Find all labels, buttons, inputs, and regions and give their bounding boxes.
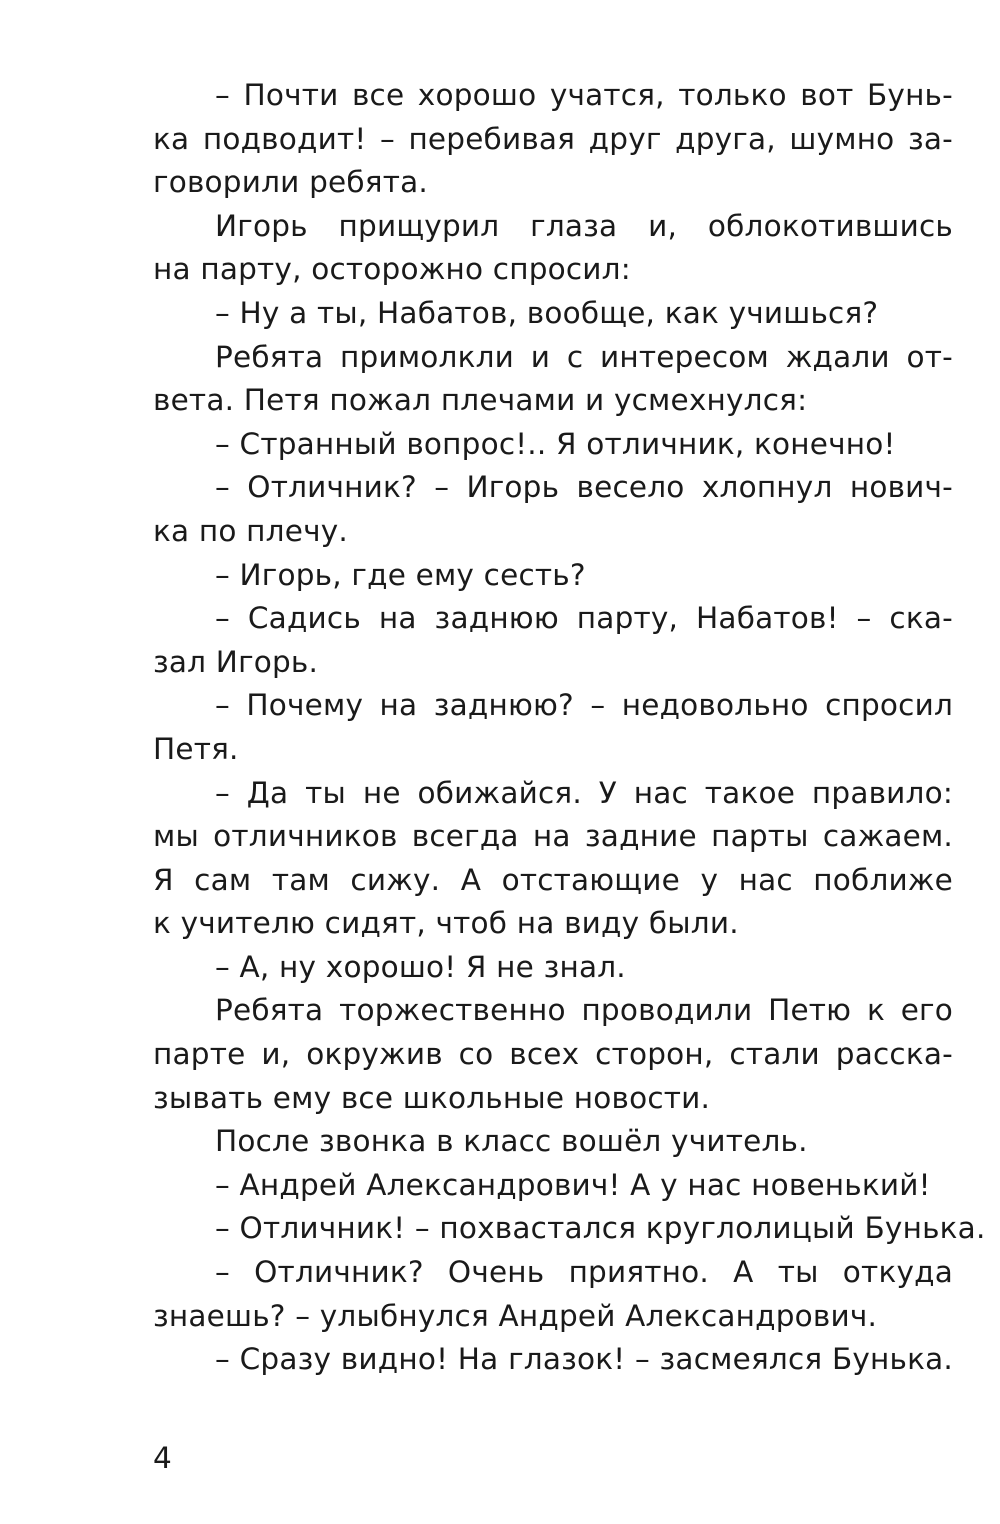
text-line: Петя. [153, 731, 239, 766]
text-line: – Андрей Александрович! А у нас новенький! [215, 1167, 931, 1202]
text-line: ка подводит! – перебивая друг друга, шумно за- [153, 121, 953, 156]
text-line: – Отличник! – похвастался круглолицый Бунька. [215, 1211, 986, 1246]
text-line: на парту, осторожно спросил: [153, 252, 631, 287]
text-line: говорили ребята. [153, 165, 428, 200]
text-line: – Игорь, где ему сесть? [215, 557, 586, 592]
body-text [153, 74, 986, 1382]
text-line: мы отличников всегда на задние парты сажаем. [153, 819, 953, 854]
text-line: зывать ему все школьные новости. [153, 1080, 711, 1115]
text-line: Ребята примолкли и с интересом ждали от- [215, 339, 953, 374]
text-line: – Да ты не обижайся. У нас такое правило: [215, 775, 953, 810]
text-line: к учителю сидят, чтоб на виду были. [153, 906, 739, 941]
text-line: вета. Петя пожал плечами и усмехнулся: [153, 383, 808, 418]
text-line: Ребята торжественно проводили Петю к его [215, 993, 953, 1028]
text-line: – Садись на заднюю парту, Набатов! – ска- [215, 601, 953, 636]
text-line: – Странный вопрос!.. Я отличник, конечно! [215, 426, 896, 461]
text-line: знаешь? – улыбнулся Андрей Александрович. [153, 1298, 878, 1333]
text-line: – Отличник? Очень приятно. А ты откуда [215, 1255, 953, 1290]
text-line: – Отличник? – Игорь весело хлопнул нович- [215, 470, 953, 505]
text-line: – Сразу видно! На глазок! – засмеялся Бунька. [215, 1342, 953, 1377]
text-line: После звонка в класс вошёл учитель. [215, 1124, 808, 1159]
text-line: парте и, окружив со всех сторон, стали расска- [153, 1037, 953, 1072]
text-line: ка по плечу. [153, 513, 348, 548]
text-line: – Почему на заднюю? – недовольно спросил [215, 688, 953, 723]
text-line: зал Игорь. [153, 644, 319, 679]
text-line: – Почти все хорошо учатся, только вот Бунь- [215, 78, 953, 112]
text-line: Игорь прищурил глаза и, облокотившись [215, 208, 953, 243]
page-number: 4 [153, 1441, 172, 1475]
text-line: – А, ну хорошо! Я не знал. [215, 949, 626, 984]
text-line: – Ну а ты, Набатов, вообще, как учишься? [215, 295, 879, 330]
text-line: Я сам там сижу. А отстающие у нас поближе [153, 862, 953, 897]
